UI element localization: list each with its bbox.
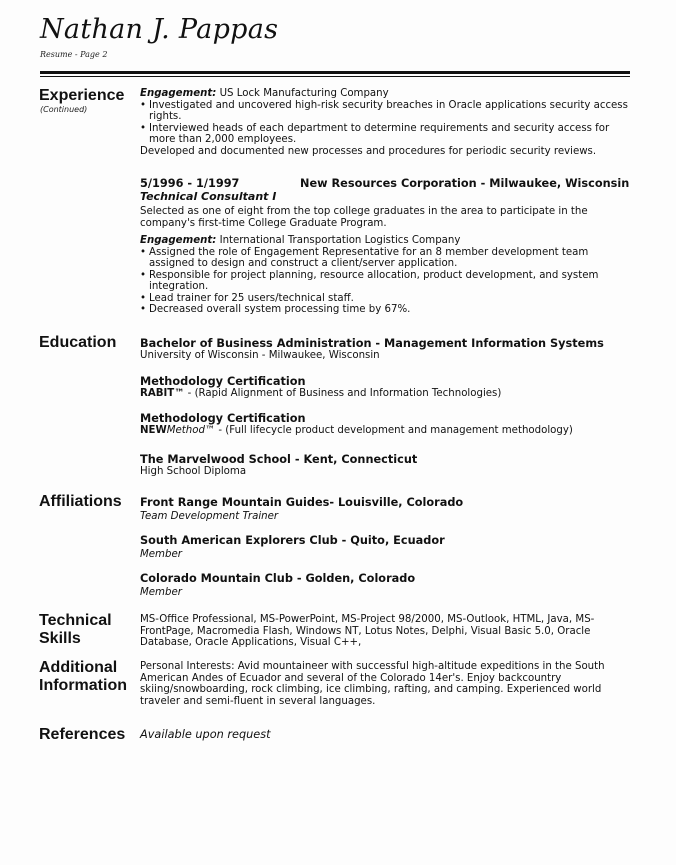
affiliation-role: Team Development Trainer (140, 511, 279, 522)
technical-skills-heading (39, 612, 112, 648)
affiliations-heading: Affiliations (39, 493, 122, 510)
education-detail-text: - (Full lifecycle product development and management methodology) (215, 425, 573, 436)
affiliation-item (140, 496, 632, 523)
list-item: • Interviewed heads of each department to determine requirements and security access for more than 2,000 employees. (140, 123, 632, 146)
header-rule-thick (40, 71, 630, 74)
education-detail (140, 425, 632, 437)
education-detail-bold: RABIT™ (140, 388, 185, 399)
job2-company: New Resources Corporation - Milwaukee, Wisconsin (300, 177, 630, 190)
additional-information-text: Personal Interests: Avid mountaineer with successful high-altitude expeditions in the South American Andes of Ecuador and several of the Colorado 14er's. Enjoy backcountry skiing/snowboarding, rock climbing, ice climbing, rafting, and camping. Experienced world traveler and semi-fluent in several languages. (140, 661, 605, 707)
heading-line: Additional (39, 659, 118, 676)
experience-job2 (140, 177, 632, 316)
heading-line: Skills (39, 630, 81, 647)
education-item (140, 453, 632, 478)
list-item: • Lead trainer for 25 users/technical staff. (140, 293, 632, 305)
education-item (140, 337, 632, 362)
experience-continued-label: (Continued) (40, 105, 88, 114)
education-heading-line: Bachelor of Business Administration - Management Information Systems (140, 337, 604, 350)
header-rule-thin (40, 76, 630, 77)
engagement-client: International Transportation Logistics Company (219, 235, 461, 246)
references-heading: References (39, 726, 126, 743)
additional-information-heading (39, 659, 127, 695)
job2-dates: 5/1996 - 1/1997 (140, 177, 240, 190)
education-detail-italic: Method™ (166, 425, 216, 436)
job1-bullet-list (140, 100, 632, 146)
education-detail (140, 388, 632, 400)
list-item: • Investigated and uncovered high-risk security breaches in Oracle applications security access rights. (140, 100, 632, 123)
education-detail-text: - (Rapid Alignment of Business and Information Technologies) (184, 388, 502, 399)
references-text: Available upon request (140, 728, 271, 741)
education-detail-bold: NEW (140, 425, 167, 436)
engagement-client: US Lock Manufacturing Company (219, 88, 389, 99)
list-item: • Decreased overall system processing time by 67%. (140, 304, 632, 316)
education-item (140, 412, 632, 437)
experience-heading: Experience (39, 87, 125, 104)
education-heading-line: Methodology Certification (140, 375, 306, 388)
job1-engagement (140, 88, 632, 100)
education-detail: University of Wisconsin - Milwaukee, Wisconsin (140, 350, 380, 361)
affiliation-item (140, 534, 632, 561)
heading-line: Technical (39, 612, 112, 629)
affiliation-name: Front Range Mountain Guides- Louisville, Colorado (140, 496, 464, 509)
heading-line: Information (39, 677, 127, 694)
list-item: • Assigned the role of Engagement Representative for an 8 member development team assigned to design and construct a client/server application. (140, 247, 632, 270)
education-item (140, 375, 632, 400)
job2-role: Technical Consultant I (140, 190, 277, 203)
job1-note: Developed and documented new processes and procedures for periodic security reviews. (140, 145, 597, 157)
experience-job1 (140, 88, 632, 157)
job2-bullet-list (140, 247, 632, 316)
affiliation-name: South American Explorers Club - Quito, Ecuador (140, 534, 445, 547)
education-heading-line: Methodology Certification (140, 412, 306, 425)
engagement-label: Engagement: (140, 235, 217, 246)
page-subtitle: Resume - Page 2 (40, 50, 108, 59)
engagement-label: Engagement: (140, 88, 217, 99)
job2-heading (140, 177, 632, 190)
education-heading: Education (39, 334, 117, 351)
education-heading-line: The Marvelwood School - Kent, Connecticut (140, 453, 418, 466)
technical-skills-text: MS-Office Professional, MS-PowerPoint, MS-Project 98/2000, MS-Outlook, HTML, Java, MS-FrontPage, Macromedia Flash, Windows NT, Lotus Notes, Delphi, Visual Basic 5.0, Oracle Database, Oracle Applications, Visual C++, (140, 614, 595, 648)
affiliation-name: Colorado Mountain Club - Golden, Colorado (140, 572, 416, 585)
affiliation-role: Member (140, 587, 182, 598)
job2-description: Selected as one of eight from the top college graduates in the area to participate in the company's first-time College Graduate Program. (140, 206, 588, 229)
education-detail: High School Diploma (140, 466, 247, 477)
affiliation-role: Member (140, 549, 182, 560)
list-item: • Responsible for project planning, resource allocation, product development, and system integration. (140, 270, 632, 293)
affiliation-item (140, 572, 632, 599)
job2-engagement (140, 235, 632, 247)
candidate-name: Nathan J. Pappas (40, 14, 279, 45)
